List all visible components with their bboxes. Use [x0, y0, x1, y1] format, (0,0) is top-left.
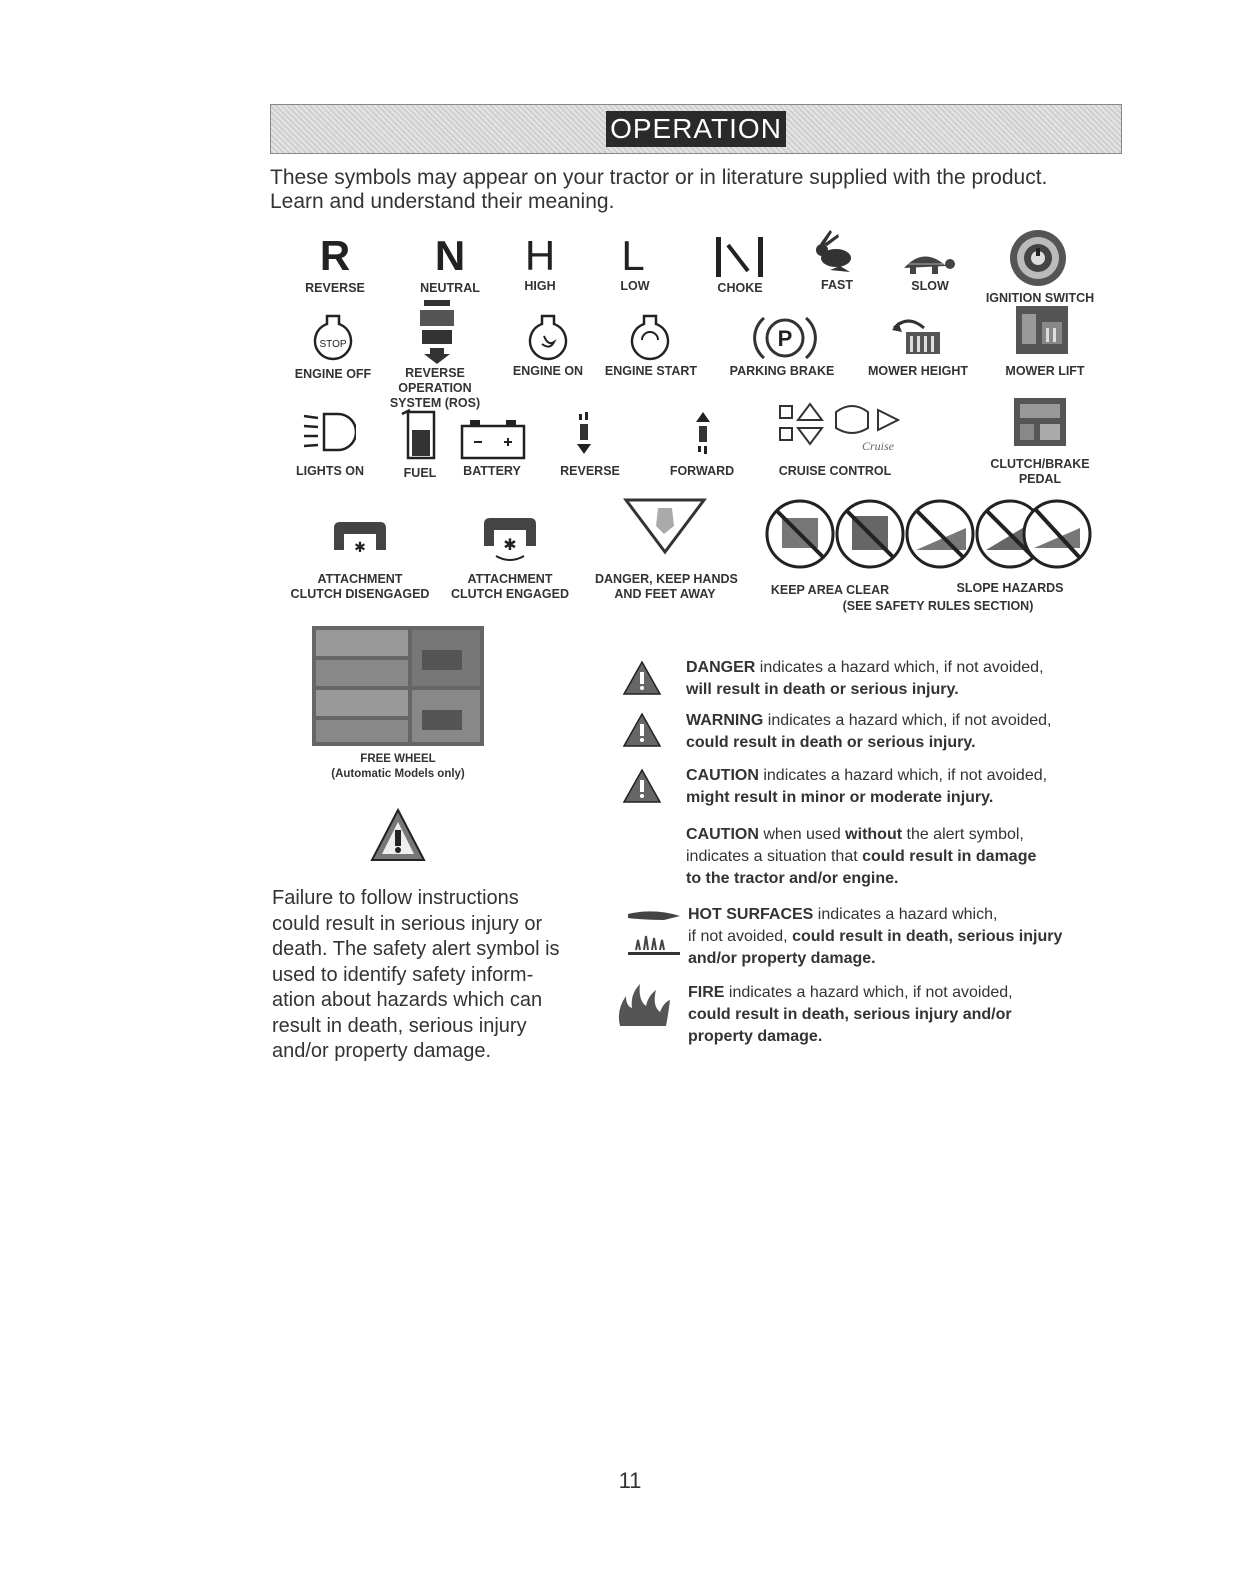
choke-icon: [712, 235, 768, 279]
forward-label: FORWARD: [669, 464, 735, 478]
lights-on-label: LIGHTS ON: [295, 464, 365, 478]
caution-signal-text: [686, 765, 1126, 809]
danger-hands-label: [595, 572, 738, 602]
danger-word: DANGER: [686, 659, 756, 676]
battery-icon: [460, 418, 526, 460]
intro-line-2: Learn and understand their meaning.: [270, 190, 615, 213]
reverse-arrow-icon: [574, 410, 594, 456]
ros-label-2: OPERATION: [398, 381, 472, 395]
ros-label-1: REVERSE: [405, 366, 465, 380]
warning-word: WARNING: [686, 712, 764, 729]
free-wheel-icon: [312, 626, 484, 746]
danger-rest: indicates a hazard which, if not avoided,: [755, 659, 1044, 676]
fast-label: FAST: [821, 278, 853, 292]
engine-start-label: ENGINE START: [604, 364, 698, 378]
battery-label: BATTERY: [463, 464, 521, 478]
danger-hands-label-2: AND FEET AWAY: [614, 587, 716, 601]
see-safety-rules-label: (SEE SAFETY RULES SECTION): [842, 599, 1034, 613]
intro-text: [270, 166, 1110, 214]
free-wheel-label: [318, 752, 478, 782]
parking-brake-letter: P: [777, 326, 793, 351]
clutch-brake-icon: [1014, 398, 1066, 446]
stop-text: STOP: [319, 339, 347, 350]
low-label: LOW: [620, 279, 650, 293]
attachment-disengaged-label-2: CLUTCH DISENGAGED: [290, 587, 430, 601]
slope-hazards-label: SLOPE HAZARDS: [956, 581, 1064, 595]
reverse-label: REVERSE: [305, 281, 365, 295]
neutral-label: NEUTRAL: [420, 281, 480, 295]
hot-surfaces-icon: [624, 906, 684, 962]
cruise-text: Cruise: [862, 439, 895, 453]
danger-line2: will result in death or serious injury.: [686, 681, 959, 698]
ros-label: [380, 366, 490, 411]
choke-label: CHOKE: [717, 281, 763, 295]
fuel-label: FUEL: [403, 466, 437, 480]
rabbit-fast-icon: [810, 228, 860, 274]
slope-hazard-icon-1: [907, 501, 973, 567]
lights-on-icon: [302, 408, 356, 456]
danger-alert-icon: [622, 660, 662, 696]
caution-alert-icon: [622, 768, 662, 804]
attachment-engaged-label: [440, 572, 580, 602]
free-wheel-label-2: (Automatic Models only): [331, 768, 465, 780]
reverse-label-row3: REVERSE: [560, 464, 620, 478]
danger-signal-text: [686, 657, 1126, 701]
fire-icon: [612, 982, 676, 1028]
engine-start-icon: [628, 312, 672, 362]
warning-alert-icon: [622, 712, 662, 748]
danger-hands-icon: [622, 494, 708, 556]
ignition-switch-label: IGNITION SWITCH: [985, 291, 1095, 305]
slope-hazard-icon-3: [1024, 501, 1090, 567]
svg-text:✱: ✱: [503, 537, 517, 554]
section-title: OPERATION: [606, 111, 786, 147]
fire-signal-text: FIRE indicates a hazard which, if not avoided, could result in death, serious injury and/or property damage.: [688, 984, 1013, 1045]
reverse-letter-icon: R: [319, 232, 351, 279]
caution-word: CAUTION: [686, 767, 759, 784]
cruise-control-icon: [776, 398, 936, 456]
attachment-disengaged-label: [280, 572, 440, 602]
parking-brake-label: PARKING BRAKE: [729, 364, 835, 378]
attachment-disengaged-label-1: ATTACHMENT: [317, 572, 403, 586]
forward-arrow-icon: [693, 410, 713, 456]
attachment-engaged-label-2: CLUTCH ENGAGED: [450, 587, 570, 601]
keep-area-clear-label: KEEP AREA CLEAR: [770, 583, 890, 597]
section-banner: [270, 104, 1122, 154]
mower-height-label: MOWER HEIGHT: [868, 364, 968, 378]
engine-off-icon: [311, 312, 355, 362]
caution-line2: might result in minor or moderate injury.: [686, 789, 994, 806]
ros-icon: [414, 298, 460, 364]
keep-area-clear-icon-1: [767, 501, 833, 567]
clutch-brake-label-1: CLUTCH/BRAKE: [990, 457, 1090, 471]
turtle-slow-icon: [896, 246, 956, 276]
ignition-switch-icon: [1008, 228, 1068, 288]
warning-rest: indicates a hazard which, if not avoided,: [763, 712, 1052, 729]
high-label: HIGH: [524, 279, 556, 293]
neutral-letter-icon: N: [434, 232, 466, 279]
danger-hands-label-1: DANGER, KEEP HANDS: [595, 572, 738, 586]
caution2-word: CAUTION: [686, 826, 759, 843]
attachment-engaged-label-1: ATTACHMENT: [467, 572, 553, 586]
cruise-control-label: CRUISE CONTROL: [778, 464, 892, 478]
svg-text:✱: ✱: [354, 539, 366, 554]
keep-area-clear-icon-2: [837, 501, 903, 567]
mower-lift-icon: [1016, 306, 1068, 354]
parking-brake-icon: [752, 310, 818, 366]
intro-line-1: These symbols may appear on your tractor or in literature supplied with the product.: [270, 166, 1048, 189]
caution-rest: indicates a hazard which, if not avoided,: [758, 767, 1048, 784]
clutch-brake-label: [975, 457, 1105, 487]
page-number: 11: [618, 1468, 642, 1493]
fuel-icon: [398, 408, 440, 462]
fire-word: FIRE: [688, 984, 725, 1001]
engine-on-icon: [526, 312, 570, 362]
safety-alert-icon: [370, 808, 426, 864]
low-letter-icon: L: [621, 232, 645, 279]
attachment-engaged-icon: [478, 516, 542, 564]
clutch-brake-label-2: PEDAL: [1018, 472, 1062, 486]
attachment-disengaged-icon: [330, 520, 390, 554]
engine-off-label: ENGINE OFF: [294, 367, 372, 381]
hazard-circles-icons: [764, 498, 1094, 570]
slow-label: SLOW: [911, 279, 949, 293]
caution-no-symbol-text: CAUTION when used without the alert symbol, indicates a situation that could result in damage to the tractor and/or engine.: [686, 826, 1037, 887]
high-letter-icon: H: [524, 232, 556, 279]
warning-line2: could result in death or serious injury.: [686, 734, 976, 751]
hot-surfaces-signal-text: HOT SURFACES indicates a hazard which, if not avoided, could result in death, serious injury and/or property damage.: [688, 906, 1063, 967]
mower-lift-label: MOWER LIFT: [1005, 364, 1085, 378]
engine-on-label: ENGINE ON: [512, 364, 584, 378]
hot-word: HOT SURFACES: [688, 906, 814, 923]
free-wheel-label-1: FREE WHEEL: [360, 753, 436, 765]
safety-alert-description: Failure to follow instructions could result in serious injury or death. The safety alert symbol is used to identify safety inform- ation about hazards which can result in death, serious injury and/or property damage.: [272, 887, 560, 1062]
mower-height-icon: [884, 312, 944, 356]
ros-label-3: SYSTEM (ROS): [389, 396, 481, 410]
warning-signal-text: [686, 710, 1126, 754]
